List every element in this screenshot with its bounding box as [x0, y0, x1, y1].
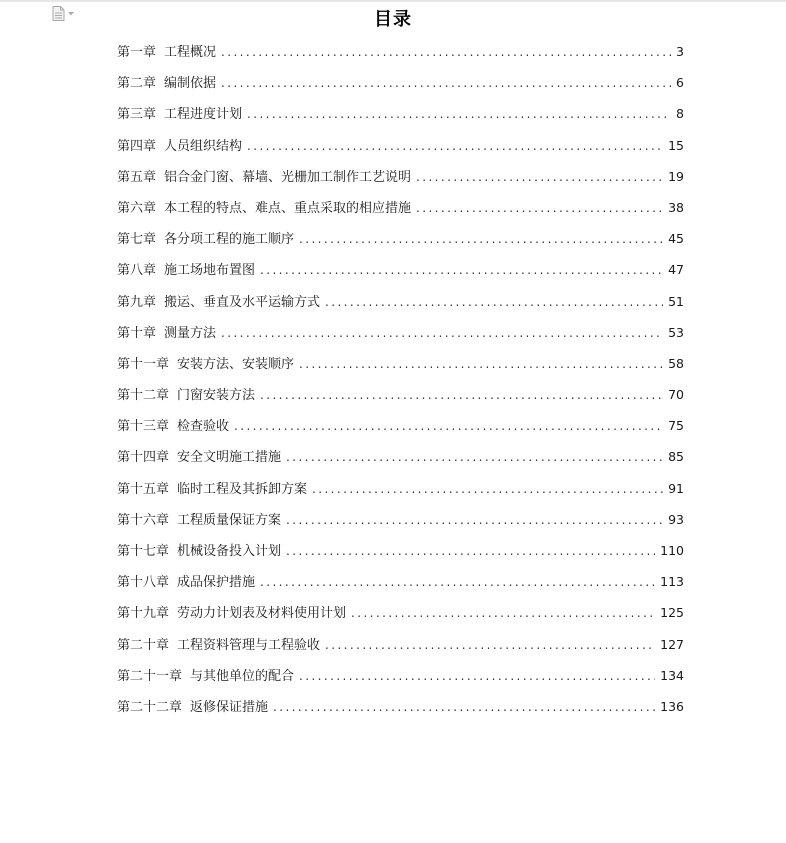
toc-chapter-title: 本工程的特点、难点、重点采取的相应措施	[164, 200, 412, 216]
toc-dot-leader	[260, 259, 663, 281]
toc-entry[interactable]	[117, 72, 684, 103]
toc-dot-leader	[260, 571, 655, 593]
toc-chapter-title: 工程进度计划	[164, 107, 243, 123]
toc-entry[interactable]	[117, 602, 684, 633]
toc-dot-leader	[221, 41, 671, 63]
toc-entry[interactable]	[117, 696, 684, 727]
toc-chapter-number: 第二十章	[117, 637, 170, 653]
toc-page-number: 51	[668, 293, 684, 309]
toc-chapter-number: 第四章	[117, 138, 157, 154]
toc-chapter-title: 工程概况	[164, 45, 217, 60]
toc-chapter-number: 第十三章	[117, 419, 170, 435]
toc-chapter-title: 临时工程及其拆卸方案	[177, 481, 308, 497]
toc-dot-leader	[273, 696, 655, 718]
toc-dot-leader	[325, 291, 663, 313]
toc-page-number: 58	[668, 355, 684, 371]
toc-chapter-number: 第一章	[117, 45, 157, 60]
toc-chapter-number: 第二十二章	[117, 699, 183, 715]
toc-chapter-title: 检查验收	[177, 419, 230, 435]
toc-page-number: 85	[668, 449, 684, 465]
toc-dot-leader	[286, 446, 663, 468]
toc-entry[interactable]	[117, 291, 684, 322]
toc-page-number: 45	[668, 231, 684, 247]
toc-dot-leader	[247, 103, 671, 125]
toc-dot-leader	[299, 228, 663, 250]
toc-dot-leader	[286, 509, 663, 531]
toc-dot-leader	[416, 166, 663, 188]
toc-chapter-number: 第十一章	[117, 356, 170, 372]
toc-page-number: 125	[660, 605, 684, 621]
toc-chapter-title: 施工场地布置图	[164, 263, 256, 279]
toc-entry[interactable]	[117, 571, 684, 602]
toc-page-number: 136	[660, 698, 684, 714]
toc-chapter-title: 人员组织结构	[164, 138, 243, 154]
toc-chapter-title: 门窗安装方法	[177, 388, 256, 404]
toc-page-number: 15	[668, 137, 684, 153]
toc-dot-leader	[351, 602, 655, 624]
toc-page-number: 53	[668, 324, 684, 340]
toc-entry[interactable]	[117, 353, 684, 384]
toc-chapter-number: 第九章	[117, 294, 157, 310]
toc-page-number: 70	[668, 387, 684, 403]
toc-chapter-number: 第十七章	[117, 544, 170, 559]
toc-entry[interactable]	[117, 322, 684, 353]
toc-entry[interactable]	[117, 540, 684, 571]
toc-page-number: 6	[676, 75, 684, 91]
toc-entry[interactable]	[117, 135, 684, 166]
toc-page-number: 127	[660, 636, 684, 652]
toc-entry[interactable]	[117, 41, 684, 72]
toc-entry[interactable]	[117, 509, 684, 540]
toc-page-number: 93	[668, 511, 684, 527]
toc-chapter-title: 测量方法	[164, 325, 217, 341]
toc-chapter-number: 第十四章	[117, 450, 170, 466]
toc-chapter-number: 第十五章	[117, 481, 170, 497]
toc-dot-leader	[299, 353, 663, 375]
toc-chapter-number: 第五章	[117, 169, 157, 185]
toc-page-number: 38	[668, 199, 684, 215]
toc-dot-leader	[234, 415, 663, 437]
toc-chapter-title: 成品保护措施	[177, 575, 256, 591]
toc-chapter-title: 工程质量保证方案	[177, 512, 282, 528]
toc-chapter-number: 第十八章	[117, 575, 170, 591]
toc-chapter-number: 第二十一章	[117, 668, 183, 684]
toc-chapter-title: 编制依据	[164, 76, 217, 92]
toc-page-number: 110	[660, 543, 684, 558]
toc-page-number: 19	[668, 168, 684, 184]
toc-chapter-number: 第二章	[117, 76, 157, 92]
toc-chapter-number: 第十章	[117, 325, 157, 341]
table-of-contents	[117, 41, 684, 727]
toc-chapter-title: 搬运、垂直及水平运输方式	[164, 294, 321, 310]
toc-chapter-number: 第八章	[117, 263, 157, 279]
toc-chapter-number: 第十二章	[117, 388, 170, 404]
toc-entry[interactable]	[117, 634, 684, 665]
toc-chapter-number: 第十六章	[117, 512, 170, 528]
toc-entry[interactable]	[117, 446, 684, 477]
toc-dot-leader	[260, 384, 663, 406]
toc-chapter-title: 返修保证措施	[190, 699, 269, 715]
toc-dot-leader	[325, 634, 655, 656]
toc-chapter-number: 第三章	[117, 107, 157, 123]
toc-chapter-title: 工程资料管理与工程验收	[177, 637, 321, 653]
toc-page-number: 91	[668, 480, 684, 496]
toc-entry[interactable]	[117, 665, 684, 696]
toc-chapter-title: 各分项工程的施工顺序	[164, 232, 295, 248]
toc-dot-leader	[416, 197, 663, 219]
toc-entry[interactable]	[117, 166, 684, 197]
toc-chapter-number: 第十九章	[117, 606, 170, 622]
toc-entry[interactable]	[117, 197, 684, 228]
toc-dot-leader	[312, 478, 663, 500]
toc-dot-leader	[221, 72, 671, 94]
toc-dot-leader	[247, 135, 663, 157]
toc-chapter-title: 劳动力计划表及材料使用计划	[177, 606, 347, 622]
toc-chapter-title: 铝合金门窗、幕墙、光栅加工制作工艺说明	[164, 169, 412, 185]
toc-page-number: 47	[668, 262, 684, 278]
page-title: 目录	[374, 9, 412, 30]
toc-entry[interactable]	[117, 415, 684, 446]
toc-page-number: 3	[676, 44, 684, 59]
toc-page-number: 75	[668, 418, 684, 434]
toc-chapter-title: 安全文明施工措施	[177, 450, 282, 466]
toc-page-number: 8	[676, 106, 684, 122]
toc-entry[interactable]	[117, 103, 684, 134]
toc-chapter-title: 安装方法、安装顺序	[177, 356, 295, 372]
toc-dot-leader	[299, 665, 655, 687]
toc-chapter-title: 机械设备投入计划	[177, 544, 282, 559]
toc-dot-leader	[221, 322, 663, 344]
toc-entry[interactable]	[117, 478, 684, 509]
toc-chapter-title: 与其他单位的配合	[190, 668, 295, 684]
toc-chapter-number: 第六章	[117, 200, 157, 216]
toc-chapter-number: 第七章	[117, 232, 157, 248]
toc-page-number: 113	[660, 574, 684, 590]
toc-entry[interactable]	[117, 384, 684, 415]
toc-entry[interactable]	[117, 228, 684, 259]
toc-entry[interactable]	[117, 259, 684, 290]
toc-dot-leader	[286, 540, 655, 562]
toc-page-number: 134	[660, 667, 684, 683]
top-border	[0, 0, 786, 2]
